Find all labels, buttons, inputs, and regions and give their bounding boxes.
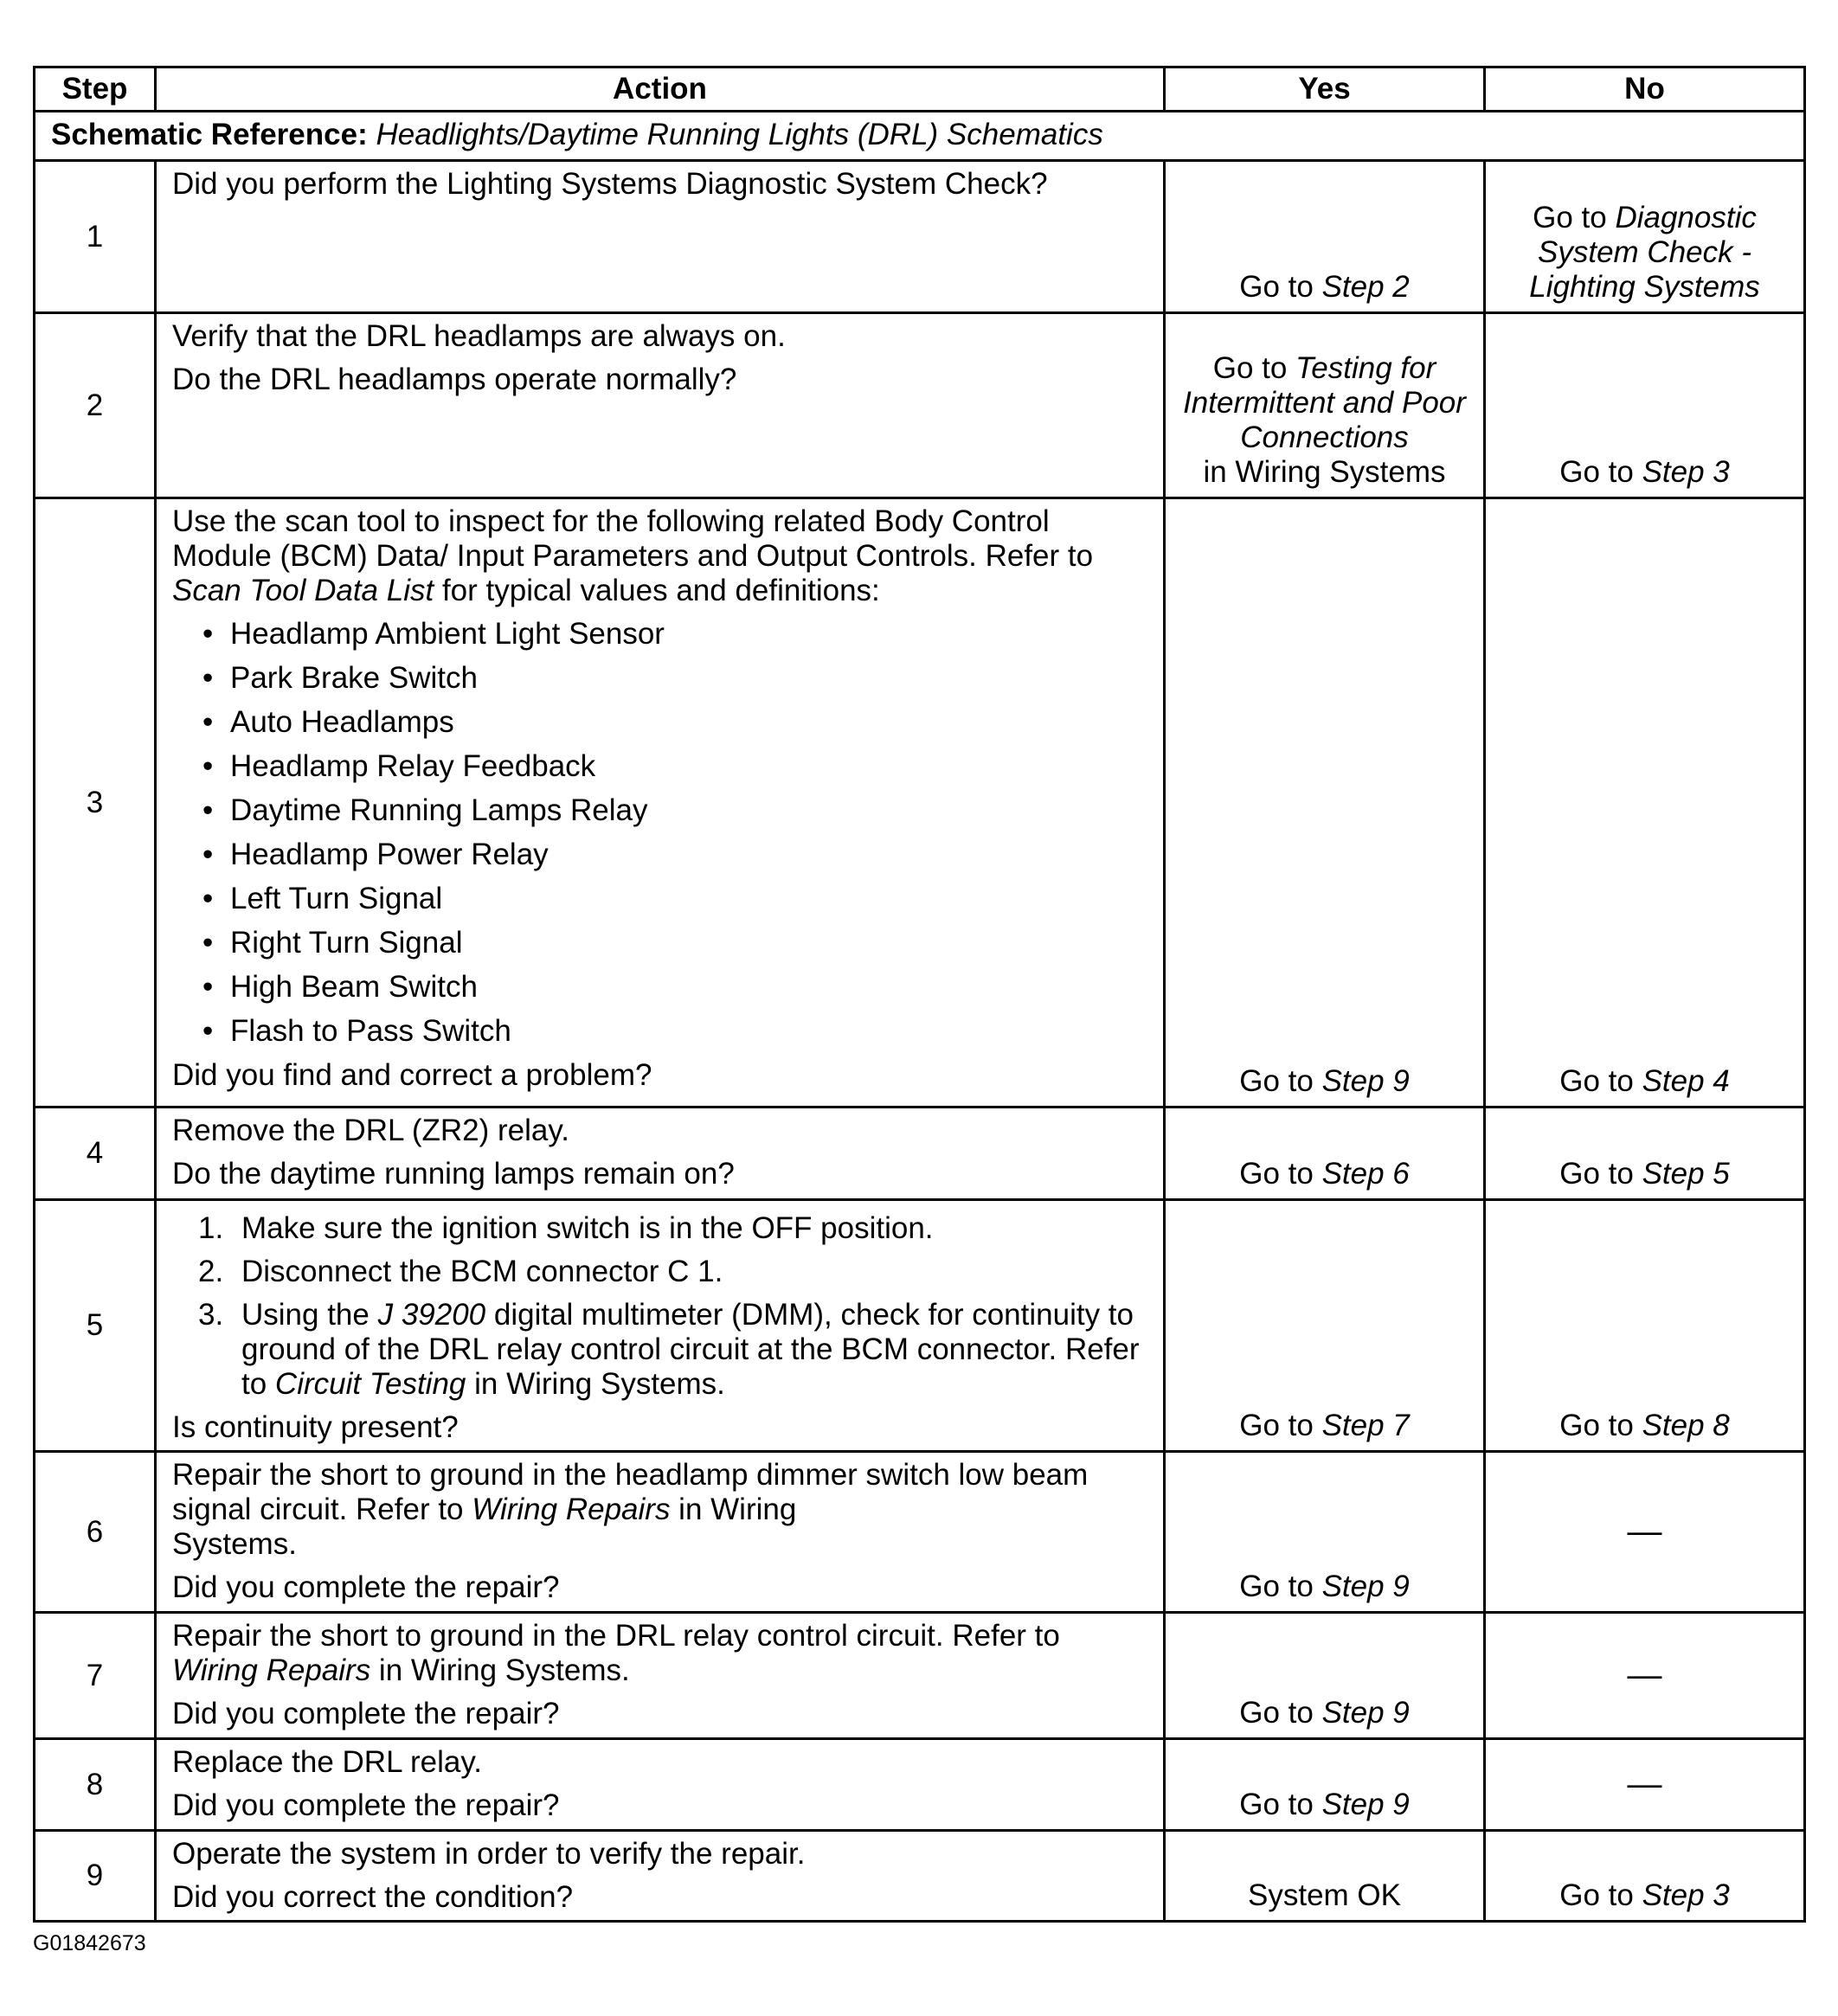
action-cell: [156, 1739, 1165, 1831]
action-question: Did you find and correct a problem?: [172, 1058, 652, 1092]
no-link[interactable]: Step 3: [1642, 1878, 1730, 1912]
table-row: [35, 1452, 1805, 1613]
action-cell: [156, 313, 1165, 498]
schematic-reference-row: [35, 112, 1805, 161]
scan-tool-data-list-link[interactable]: Scan Tool Data List: [172, 574, 434, 607]
list-item: • High Beam Switch: [172, 970, 1147, 1005]
action-text: Remove the DRL (ZR2) relay.: [172, 1114, 570, 1147]
action-text: Use the scan tool to inspect for the following related Body Control Module (BCM) Data/ Input Parameters and Output Controls. Refer to Scan Tool Data List for typical values and definitions:: [172, 504, 1094, 607]
table-row: [35, 1831, 1805, 1922]
action-cell: [156, 1200, 1165, 1452]
action-text: Verify that the DRL headlamps are always on.: [172, 319, 786, 353]
parameter-list: [172, 617, 1147, 1049]
table-row: [35, 498, 1805, 1108]
step-number: 2: [35, 313, 156, 498]
list-item: 2. Disconnect the BCM connector C 1.: [198, 1255, 723, 1288]
list-item: • Flash to Pass Switch: [172, 1014, 1147, 1049]
header-action: Action: [156, 67, 1165, 112]
step-number: 7: [35, 1613, 156, 1739]
yes-cell: System OK: [1165, 1831, 1485, 1922]
yes-cell: Go to Testing for Intermittent and Poor Connections in Wiring Systems: [1165, 313, 1485, 498]
yes-cell: Go to Step 9: [1165, 498, 1485, 1108]
list-item: • Right Turn Signal: [172, 926, 1147, 960]
no-cell: Go to Step 5: [1485, 1108, 1805, 1200]
action-cell: [156, 161, 1165, 313]
table-row: [35, 1739, 1805, 1831]
header-no: No: [1485, 67, 1805, 112]
no-link[interactable]: Step 5: [1642, 1157, 1730, 1191]
step-number: 4: [35, 1108, 156, 1200]
wiring-repairs-link[interactable]: Wiring Repairs: [472, 1493, 671, 1526]
step-number: 6: [35, 1452, 156, 1613]
no-link[interactable]: Step 3: [1642, 455, 1730, 489]
list-item: • Headlamp Relay Feedback: [172, 749, 1147, 784]
no-cell: —: [1485, 1613, 1805, 1739]
yes-cell: Go to Step 9: [1165, 1452, 1485, 1613]
action-cell: [156, 1108, 1165, 1200]
table-row: [35, 313, 1805, 498]
action-cell: [156, 498, 1165, 1108]
yes-cell: Go to Step 7: [1165, 1200, 1485, 1452]
step-number: 8: [35, 1739, 156, 1831]
list-item: 1. Make sure the ignition switch is in the OFF position.: [198, 1211, 934, 1245]
no-link[interactable]: Step 8: [1642, 1409, 1730, 1442]
circuit-testing-link[interactable]: Circuit Testing: [274, 1367, 466, 1401]
no-cell: —: [1485, 1452, 1805, 1613]
step-number: 9: [35, 1831, 156, 1922]
action-question: Did you perform the Lighting Systems Diagnostic System Check?: [172, 167, 1048, 201]
no-cell: Go to Diagnostic System Check - Lighting Systems: [1485, 161, 1805, 313]
procedure-list: [172, 1211, 1147, 1402]
table-row: [35, 1108, 1805, 1200]
yes-link[interactable]: Step 9: [1321, 1064, 1410, 1098]
yes-cell: Go to Step 6: [1165, 1108, 1485, 1200]
list-item: • Left Turn Signal: [172, 882, 1147, 916]
header-step: Step: [35, 67, 156, 112]
no-cell: Go to Step 4: [1485, 498, 1805, 1108]
action-text: Repair the short to ground in the DRL relay control circuit. Refer to Wiring Repairs in Wiring Systems.: [172, 1619, 1060, 1687]
table-row: [35, 1613, 1805, 1739]
action-cell: [156, 1613, 1165, 1739]
schematic-reference-label: Schematic Reference:: [51, 118, 368, 151]
no-cell: —: [1485, 1739, 1805, 1831]
list-item: • Auto Headlamps: [172, 705, 1147, 740]
table-row: [35, 1200, 1805, 1452]
tool-number: J 39200: [377, 1298, 486, 1332]
yes-link[interactable]: Step 7: [1321, 1409, 1410, 1442]
yes-cell: Go to Step 9: [1165, 1613, 1485, 1739]
yes-link[interactable]: Step 6: [1321, 1157, 1410, 1191]
action-text: Operate the system in order to verify the repair.: [172, 1837, 806, 1871]
action-question: Did you complete the repair?: [172, 1788, 560, 1822]
yes-cell: Go to Step 2: [1165, 161, 1485, 313]
no-cell: Go to Step 3: [1485, 313, 1805, 498]
action-question: Did you complete the repair?: [172, 1570, 560, 1604]
wiring-repairs-link[interactable]: Wiring Repairs: [172, 1653, 371, 1687]
yes-link[interactable]: Step 9: [1321, 1570, 1410, 1603]
action-question: Did you correct the condition?: [172, 1880, 574, 1914]
action-question: Is continuity present?: [172, 1410, 459, 1444]
figure-id: G01842673: [33, 1931, 146, 1955]
yes-cell: Go to Step 9: [1165, 1739, 1485, 1831]
action-text: Repair the short to ground in the headlamp dimmer switch low beam signal circuit. Refer to Wiring Repairs in Wiring Systems.: [172, 1458, 1089, 1561]
yes-link[interactable]: Step 9: [1321, 1696, 1410, 1730]
step-number: 5: [35, 1200, 156, 1452]
action-question: Do the daytime running lamps remain on?: [172, 1157, 735, 1191]
table-row: [35, 161, 1805, 313]
no-link[interactable]: Step 4: [1642, 1064, 1730, 1098]
no-link[interactable]: Diagnostic System Check - Lighting Systems: [1529, 201, 1760, 304]
step-number: 3: [35, 498, 156, 1108]
yes-link[interactable]: Step 9: [1321, 1788, 1410, 1821]
list-item: • Daytime Running Lamps Relay: [172, 793, 1147, 828]
action-cell: [156, 1831, 1165, 1922]
no-cell: Go to Step 8: [1485, 1200, 1805, 1452]
action-cell: [156, 1452, 1165, 1613]
yes-link[interactable]: Testing for Intermittent and Poor Connections: [1183, 351, 1466, 454]
diagnostic-table: [33, 66, 1806, 1923]
list-item: • Headlamp Power Relay: [172, 838, 1147, 872]
yes-link[interactable]: Step 2: [1321, 270, 1410, 304]
action-text: Replace the DRL relay.: [172, 1745, 482, 1779]
no-cell: Go to Step 3: [1485, 1831, 1805, 1922]
step-number: 1: [35, 161, 156, 313]
list-item: • Park Brake Switch: [172, 661, 1147, 696]
header-row: [35, 67, 1805, 112]
header-yes: Yes: [1165, 67, 1485, 112]
action-question: Did you complete the repair?: [172, 1697, 560, 1730]
list-item: 3. Using the J 39200 digital multimeter (DMM), check for continuity to ground of the DRL relay control circuit at the BCM connector. Refer to Circuit Testing in Wiring Systems.: [198, 1298, 1140, 1401]
list-item: • Headlamp Ambient Light Sensor: [172, 617, 1147, 652]
action-question: Do the DRL headlamps operate normally?: [172, 363, 737, 396]
schematic-reference-link[interactable]: Headlights/Daytime Running Lights (DRL) Schematics: [376, 118, 1103, 151]
schematic-reference: [35, 112, 1805, 161]
